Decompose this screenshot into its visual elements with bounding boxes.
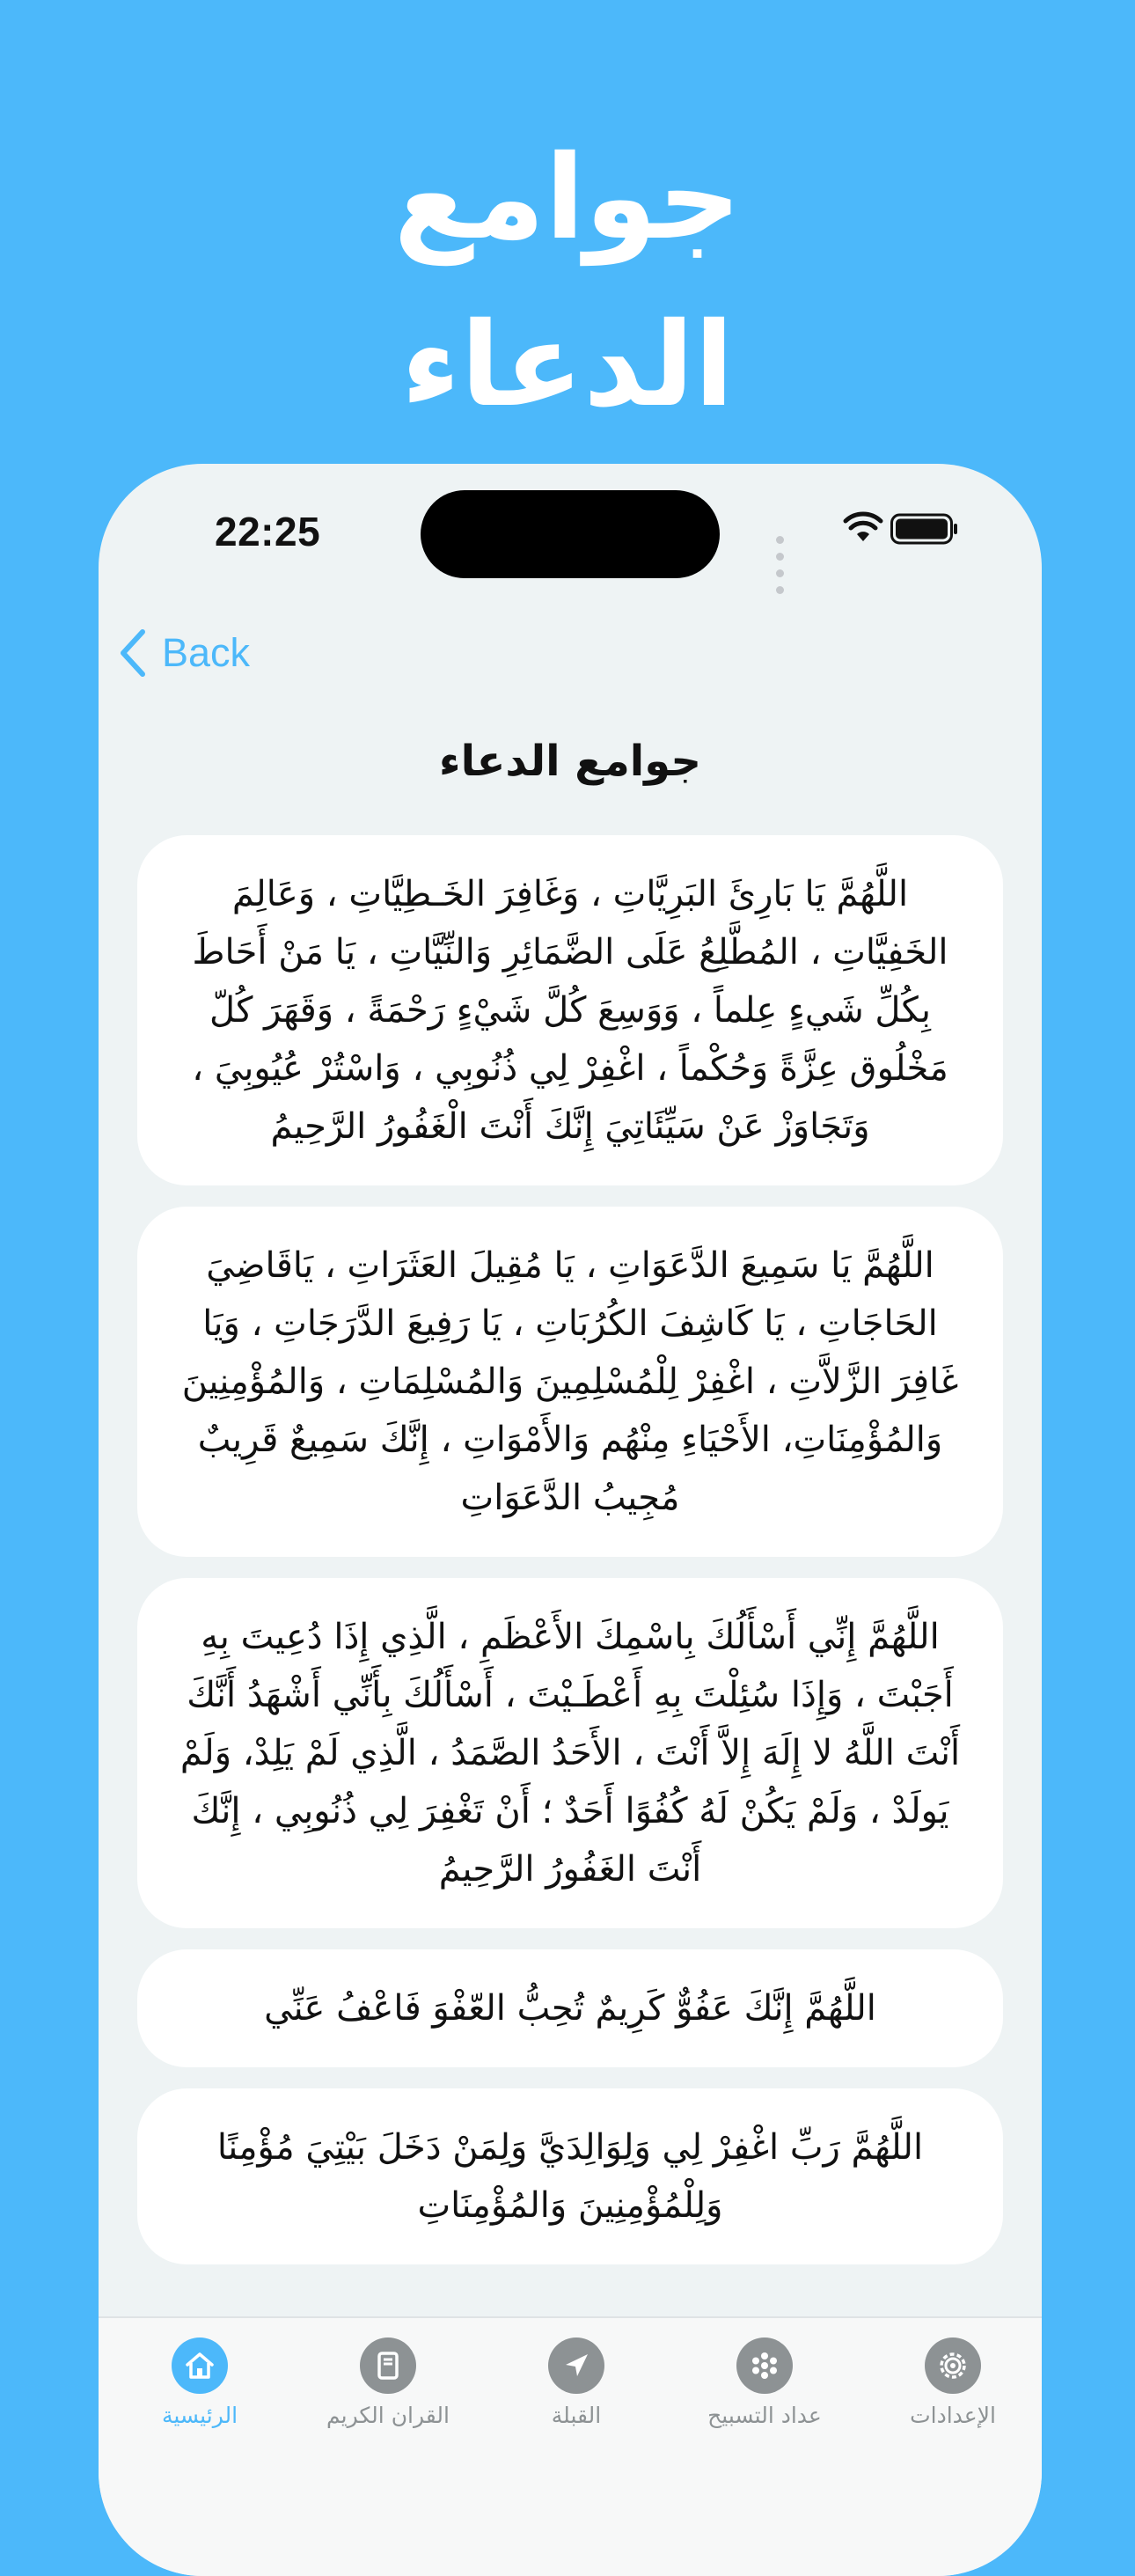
battery-icon: [890, 513, 959, 545]
dua-list: [137, 835, 1003, 2286]
screen-title: جوامع الدعاء: [439, 737, 701, 786]
tab-settings-label: الإعدادات: [910, 2403, 996, 2428]
status-time: 22:25: [215, 509, 321, 554]
dynamic-island: [421, 490, 720, 578]
tab-tasbih-label: عداد التسبيح: [707, 2403, 822, 2428]
tab-home-label: الرئيسية: [161, 2403, 238, 2428]
promo-title-line-1: جوامع: [393, 130, 742, 266]
tab-qibla-label: القبلة: [551, 2403, 602, 2428]
book-icon: [360, 2337, 416, 2394]
dua-card[interactable]: اللَّهُمَّ إِنِّي أَسْأَلُكَ بِاسْمِكَ الأَعْظَمِ ، الَّذِي إِذَا دُعِيتَ بِهِ أَجَبْتَ ، وَإِذَا سُئِلْتَ بِهِ أَعْطَـيْتَ ، أَسْأَلُكَ بِأَنِّي أَشْهَدُ أَنَّكَ أَنْتَ اللَّهُ لا إِلَهَ إِلاَّ أَنْتَ ، الأَحَدُ الصَّمَدُ ، الَّذِي لَمْ يَلِدْ، وَلَمْ يَولَدْ ، وَلَمْ يَكُنْ لَهُ كُفُوًا أَحَدٌ ؛ أَنْ تَغْفِرَ لِي ذُنُوبِي ، إِنَّكَ أَنْتَ الغَفُورُ الرَّحِيمُ: [137, 1578, 1003, 1928]
promo-title-line-2: الدعاء: [400, 297, 735, 433]
tab-tasbih[interactable]: [670, 2337, 859, 2428]
tab-quran[interactable]: [294, 2337, 482, 2428]
navigation-arrow-icon: [548, 2337, 604, 2394]
settings-gear-icon: [925, 2337, 981, 2394]
dua-card[interactable]: اللَّهُمَّ رَبِّ اغْفِرْ لِي وَلِوَالِدَيَّ وَلِمَنْ دَخَلَ بَيْتِيَ مُؤْمِنًا وَلِلْمُؤْمِنِينَ وَالمُؤْمِنَاتِ: [137, 2088, 1003, 2264]
back-button-label: Back: [162, 630, 251, 675]
dua-card[interactable]: اللَّهُمَّ إِنَّكَ عَفُوٌّ كَرِيمٌ تُحِبُّ العّفْوَ فَاعْفُ عَنِّي: [137, 1949, 1003, 2067]
tab-settings[interactable]: [859, 2337, 1042, 2428]
dua-card[interactable]: اللَّهُمَّ يَا سَمِيعَ الدَّعَوَاتِ ، يَا مُقِيلَ العَثَرَاتِ ، يَاقَاضِيَ الحَاجَاتِ ، يَا كَاشِفَ الكُرُبَاتِ ، يَا رَفِيعَ الدَّرَجَاتِ ، وَيَا غَافِرَ الزَّلاَّتِ ، اغْفِرْ لِلْمُسْلِمِينَ وَالمُسْلِمَاتِ ، وَالمُؤْمِنِينَ وَالمُؤْمِنَاتِ، الأَحْيَاءِ مِنْهُم وَالأَمْوَاتِ ، إِنَّكَ سَمِيعٌ قَرِيبٌ مُجِيبُ الدَّعَوَاتِ: [137, 1207, 1003, 1557]
back-button[interactable]: [116, 622, 250, 684]
tab-home[interactable]: [106, 2337, 294, 2428]
tab-quran-label: القران الكريم: [326, 2403, 450, 2428]
tab-qibla[interactable]: [482, 2337, 670, 2428]
dua-card[interactable]: اللَّهُمَّ يَا بَارِئَ البَرِيَّاتِ ، وَغَافِرَ الخَـطِيَّاتِ ، وَعَالِمَ الخَفِيَّاتِ ، المُطَّلِعُ عَلَى الضَّمَائِرِ وَالنِّيَّاتِ ، يَا مَنْ أَحَاطَ بِكُلِّ شَيءٍ عِلماً ، وَوَسِعَ كُلَّ شَيْءٍ رَحْمَةً ، وَقَهَرَ كُلّ مَخْلُوق عِزَّةً وَحُكْماً ، اغْفِرْ لِي ذُنُوبِي ، وَاسْتُرْ عُيُوبِيَ ، وَتَجَاوَزْ عَنْ سَيِّئَاتِيَ إِنَّكَ أَنْتَ الْغَفُورُ الرَّحِيمُ: [137, 835, 1003, 1185]
phone-screen: [99, 464, 1042, 2576]
cellular-signal-icon: [776, 531, 787, 598]
tab-bar: [99, 2316, 1042, 2576]
home-icon: [172, 2337, 228, 2394]
wifi-icon: [843, 511, 883, 543]
chevron-left-icon: [116, 627, 151, 679]
status-bar: [99, 464, 1042, 605]
tasbih-counter-icon: [736, 2337, 793, 2394]
promo-title: [0, 114, 1135, 449]
